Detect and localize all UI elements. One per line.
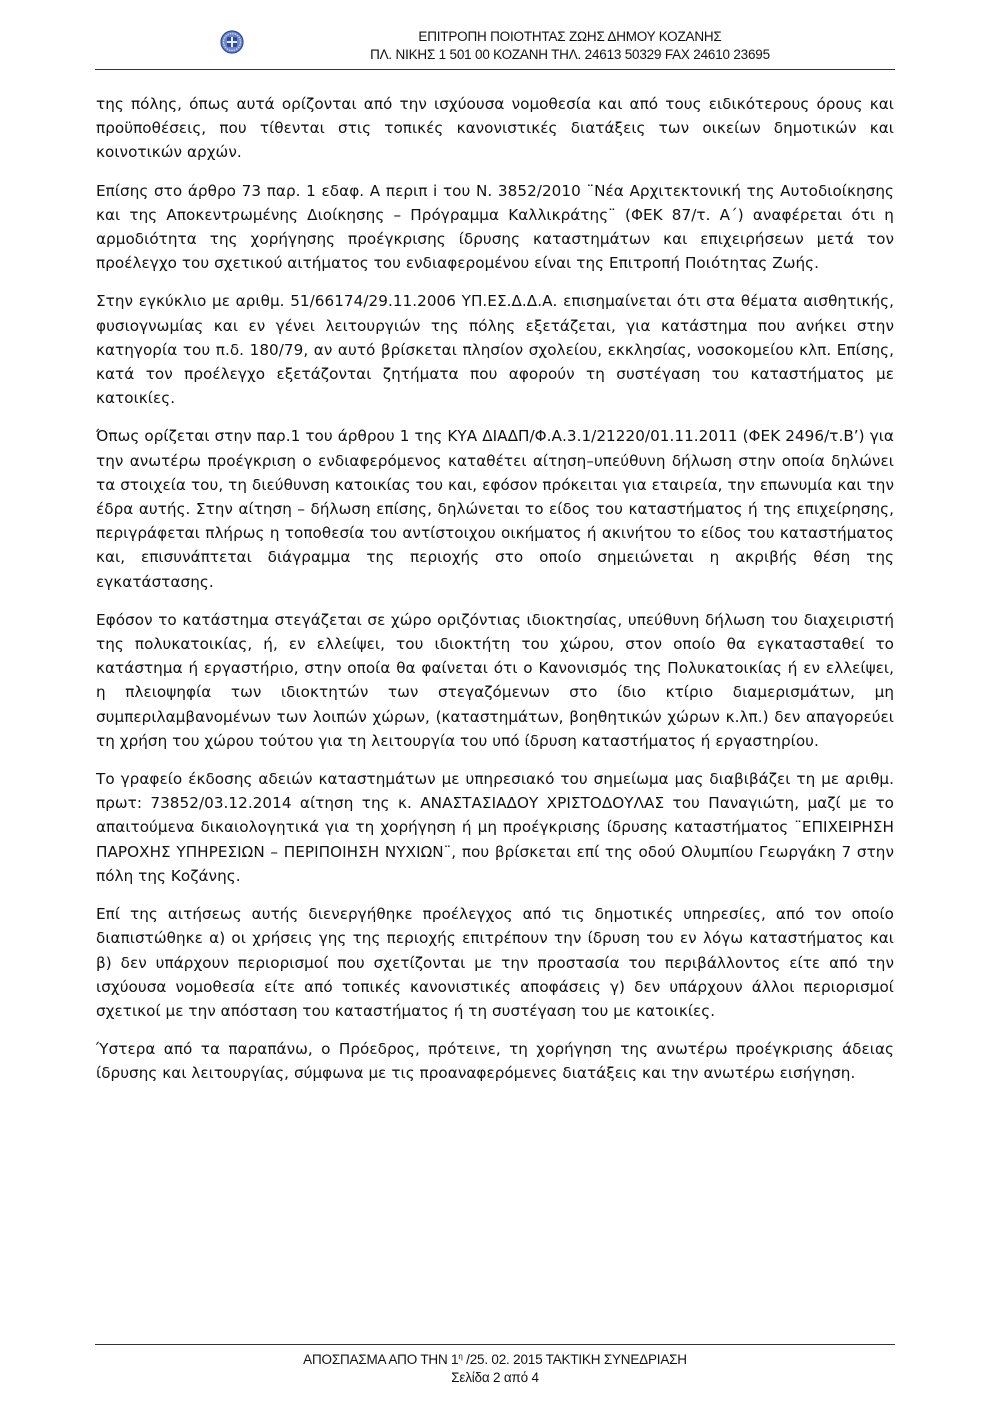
page-number: Σελίδα 2 από 4 <box>451 1370 539 1385</box>
paragraph-2: Επίσης στο άρθρο 73 παρ. 1 εδαφ. Α περιπ i του Ν. 3852/2010 ¨Νέα Αρχιτεκτονική της Αυτοδιοίκησης και της Αποκεντρωμένης Διοίκησης – Πρόγραμμα Καλλικράτης¨ (ΦΕΚ 87/τ. Α΄) αναφέρεται ότι η αρμοδιότητα της χορήγησης προέγκρισης ίδρυσης καταστημάτων και επιχειρήσεων μετά τον προέλεγχο του σχετικού αιτήματος του ενδιαφερομένου είναι της Επιτροπή Ποιότητας Ζωής. <box>96 181 894 273</box>
paragraph-8: Ύστερα από τα παραπάνω, ο Πρόεδρος, πρότεινε, τη χορήγηση της ανωτέρω προέγκρισης άδειας ίδρυσης και λειτουργίας, σύμφωνα με τις προαναφερόμενες διατάξεις και την ανωτέρω εισήγηση. <box>96 1040 894 1083</box>
paragraph-6: Το γραφείο έκδοσης αδειών καταστημάτων με υπηρεσιακό του σημείωμα μας διαβιβάζει τη με αριθμ. πρωτ: 73852/03.12.2014 αίτηση της κ. ΑΝΑΣΤΑΣΙΑΔΟΥ ΧΡΙΣΤΟΔΟΥΛΑΣ του Παναγιώτη, μαζί με το απαιτούμενα δικαιολογητικά για τη χορήγηση ή μη προέγκρισης ίδρυσης καταστήματος ¨ΕΠΙΧΕΙΡΗΣΗ ΠΑΡΟΧΗΣ ΥΠΗΡΕΣΙΩΝ – ΠΕΡΙΠΟΙΗΣΗ ΝΥΧΙΩΝ¨, που βρίσκεται επί της οδού Ολυμπίου Γεωργάκη 7 στην πόλη της Κοζάνης. <box>96 770 894 885</box>
paragraph-3: Στην εγκύκλιο με αριθμ. 51/66174/29.11.2006 ΥΠ.ΕΣ.Δ.Δ.Α. επισημαίνεται ότι στα θέματα αισθητικής, φυσιογνωμίας και εν γένει λειτουργιών της πόλης εξετάζεται, για κατάστημα που ανήκει στην κατηγορία του π.δ. 180/79, αν αυτό βρίσκεται πλησίον σχολείου, εκκλησίας, νοσοκομείου κλπ. Επίσης, κατά τον προέλεγχο εξετάζονται ζητήματα που αφορούν τη συστέγαση του καταστήματος με κατοικίες. <box>96 292 894 408</box>
footer-divider <box>95 1344 895 1345</box>
page-footer <box>95 1348 895 1387</box>
letterhead-title: ΕΠΙΤΡΟΠΗ ΠΟΙΟΤΗΤΑΣ ΖΩΗΣ ΔΗΜΟΥ ΚΟΖΑΝΗΣ <box>418 29 722 44</box>
letterhead-address: ΠΛ. ΝΙΚΗΣ 1 501 00 ΚΟΖΑΝΗ ΤΗΛ. 24613 50329 FAX 24610 23695 <box>370 47 770 62</box>
paragraph-1: της πόλης, όπως αυτά ορίζονται από την ισχύουσα νομοθεσία και από τους ειδικότερους όρους και προϋποθέσεις, που τίθενται στις τοπικές κανονιστικές διατάξεις των οικείων δημοτικών και κοινοτικών αρχών. <box>96 95 894 162</box>
paragraph-7: Επί της αιτήσεως αυτής διενεργήθηκε προέλεγχος από τις δημοτικές υπηρεσίες, από τον οποίο διαπιστώθηκε α) οι χρήσεις γης της περιοχής επιτρέπουν την ίδρυση του εν λόγω καταστήματος και β) δεν υπάρχουν περιορισμοί που σχετίζονται με την προστασία του περιβάλλοντος είτε από την ισχύουσα νομοθεσία είτε από τοπικές κανονιστικές αποφάσεις γ) δεν υπάρχουν άλλοι περιορισμοί σχετικοί με την απόσταση του καταστήματος ή τη συστέγαση του με κατοικίες. <box>96 905 894 1020</box>
paragraph-4: Όπως ορίζεται στην παρ.1 του άρθρου 1 της ΚΥΑ ΔΙΑΔΠ/Φ.Α.3.1/21220/01.11.2011 (ΦΕΚ 2496/τ.Β’) για την ανωτέρω προέγκριση ο ενδιαφερόμενος καταθέτει αίτηση–υπεύθυνη δήλωση στην οποία δηλώνει τα στοιχεία του, τη διεύθυνση κατοικίας του και, εφόσον πρόκειται για εταιρεία, την επωνυμία και την έδρα αυτής. Στην αίτηση – δήλωση επίσης, δηλώνεται το είδος του καταστήματος ή της επιχείρησης, περιγράφεται πλήρως η τοποθεσία του αντίστοιχου οικήματος ή ακινήτου το είδος του καταστήματος και, επισυνάπτεται διάγραμμα της περιοχής στο οποίο σημειώνεται η ακριβής θέση της εγκατάστασης. <box>96 427 894 591</box>
paragraph-5: Εφόσον το κατάστημα στεγάζεται σε χώρο οριζόντιας ιδιοκτησίας, υπεύθυνη δήλωση του διαχειριστή της πολυκατοικίας, ή, εν ελλείψει, του ιδιοκτήτη του χώρου, στον οποίο θα εγκατασταθεί το κατάστημα ή εργαστήριο, στην οποία θα φαίνεται ότι ο Κανονισμός της Πολυκατοικίας ή εν ελλείψει, η πλειοψηφία των ιδιοκτητών των στεγαζόμενων στο ίδιο κτίριο διαμερισμάτων, μη συμπεριλαμβανομένων των λοιπών χώρων, (καταστημάτων, βοηθητικών χώρων κ.λπ.) δεν απαγορεύει τη χρήση του χώρου τούτου για τη λειτουργία του υπό ίδρυση καταστήματος ή εργαστηρίου. <box>96 610 894 750</box>
meeting-reference: ΑΠΟΣΠΑΣΜΑ ΑΠΟ ΤΗΝ $1^\eta$ /25. 02. 2015 ΤΑΚΤΙΚΗ ΣΥΝΕΔΡΙΑΣΗ <box>303 1352 687 1367</box>
letterhead <box>95 26 895 70</box>
header-divider <box>95 69 895 70</box>
document-body <box>96 92 894 1100</box>
